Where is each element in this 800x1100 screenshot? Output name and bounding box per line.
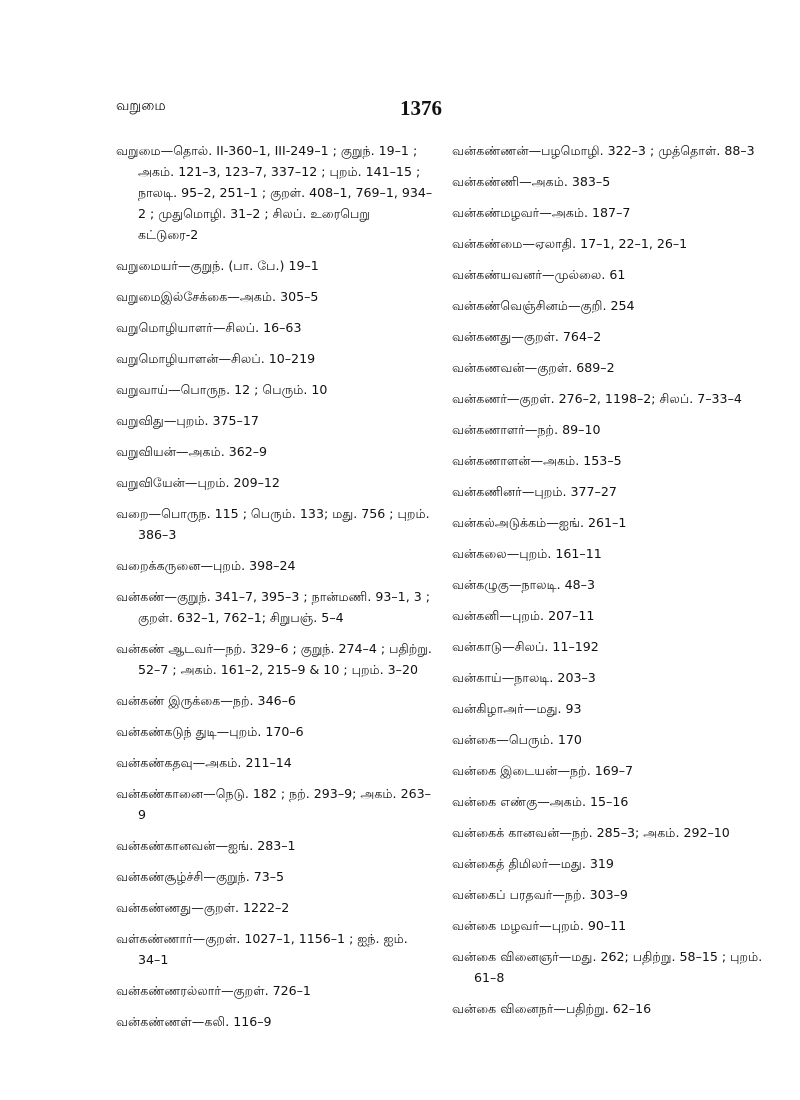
index-entry: வள்கண்ணார்—குறள். 1027–1, 1156–1 ; ஐந். ஐம். 34–1 [116,931,408,967]
index-entry: வன்கண்—குறுந். 341–7, 395–3 ; நான்மணி. 93–1, 3 ; குறள். 632–1, 762–1; சிறுபஞ். 5–4 [116,589,430,625]
running-head: வறுமை [116,98,166,114]
index-entry: வன்கழுகு—நாலடி. 48–3 [452,577,595,592]
index-entry: வன்கணவன்—குறள். 689–2 [452,360,615,375]
index-entry: வன்கண்கடுந் துடி—புறம். 170–6 [116,724,304,739]
index-entry: வன்கை வினைஞர்—மது. 262; பதிற்று. 58–15 ; புறம். 61–8 [452,949,763,985]
index-entry: வறுவிது—புறம். 375–17 [116,413,259,428]
index-entry: வன்கை இடையன்—நற். 169–7 [452,763,634,778]
index-entry: வன்கண்மை—ஏலாதி. 17–1, 22–1, 26–1 [452,236,688,251]
index-entry: வன்கணாளர்—நற். 89–10 [452,422,601,437]
page-number: 1376 [400,96,442,120]
index-entry: வன்கணது—குறள். 764–2 [452,329,602,344]
index-entry: வன்கண்ணரல்லார்—குறள். 726–1 [116,983,311,998]
index-entry: வன்கண்ணது—குறள். 1222–2 [116,900,290,915]
index-entry: வன்கலை—புறம். 161–11 [452,546,602,561]
index-entry: வன்கண்மழவர்—அகம். 187–7 [452,205,631,220]
index-entry: வறுமையர்—குறுந். (பா. பே.) 19–1 [116,258,319,273]
index-entry: வன்காய்—நாலடி. 203–3 [452,670,596,685]
index-entry: வறுவியேன்—புறம். 209–12 [116,475,280,490]
left-column [116,140,434,1042]
index-entry: வன்கண் இருக்கை—நற். 346–6 [116,693,296,708]
index-entry: வன்கிழாஅர்—மது. 93 [452,701,582,716]
index-entry: வன்கண்யவனர்—முல்லை. 61 [452,267,626,282]
index-entry: வன்கண்சூழ்ச்சி—குறுந். 73–5 [116,869,285,884]
index-entry: வன்கனி—புறம். 207–11 [452,608,595,623]
index-entry: வன்காடு—சிலப். 11–192 [452,639,599,654]
index-entry: வன்கண்கானவன்—ஐங். 283–1 [116,838,296,853]
index-entry: வன்கணாளன்—அகம். 153–5 [452,453,622,468]
index-entry: வன்கண்ணள்—கலி. 116–9 [116,1014,272,1029]
index-entry: வறுவாய்—பொருந. 12 ; பெரும். 10 [116,382,328,397]
index-entry: வறை—பொருந. 115 ; பெரும். 133; மது. 756 ; புறம். 386–3 [116,506,430,542]
index-entry: வறுவியன்—அகம். 362–9 [116,444,268,459]
index-entry: வன்கைப் பரதவர்—நற். 303–9 [452,887,628,902]
index-entry: வறுமொழியாளர்—சிலப். 16–63 [116,320,302,335]
index-entry: வன்கை—பெரும். 170 [452,732,582,747]
index-entry: வன்கண்கானை—நெடு. 182 ; நற். 293–9; அகம். 263–9 [116,786,431,822]
index-entry: வன்கை மழவர்—புறம். 90–11 [452,918,627,933]
index-entry: வன்கண்வெஞ்சினம்—குறி. 254 [452,298,635,313]
index-entry: வன்கணினர்—புறம். 377–27 [452,484,617,499]
index-entry: வன்கண்ணி—அகம். 383–5 [452,174,611,189]
index-entry: வறுமொழியாளன்—சிலப். 10–219 [116,351,316,366]
index-entry: வறுமைஇல்சேக்கை—அகம். 305–5 [116,289,319,304]
index-entry: வன்கணர்—குறள். 276–2, 1198–2; சிலப். 7–33–4 [452,391,742,406]
index-entry: வறுமை—தொல். II-360–1, III-249–1 ; குறுந். 19–1 ; அகம். 121–3, 123–7, 337–12 ; புறம். 141–15 ; நாலடி. 95–2, 251–1 ; குறள். 408–1, 769–1, 934–2 ; முதுமொழி. 31–2 ; சிலப். உரைபெறு கட்டுரை-2 [116,143,433,242]
right-column [452,140,774,1029]
index-entry: வன்கை வினைநர்—பதிற்று. 62–16 [452,1001,652,1016]
index-entry: வன்கைத் திமிலர்—மது. 319 [452,856,614,871]
index-entry: வன்கண்கதவு—அகம். 211–14 [116,755,292,770]
index-entry: வன்கண்ணன்—பழமொழி. 322–3 ; முத்தொள். 88–3 [452,143,755,158]
index-entry: வன்கண் ஆடவர்—நற். 329–6 ; குறுந். 274–4 ; பதிற்று. 52–7 ; அகம். 161–2, 215–9 & 10 ; புறம். 3–20 [116,641,432,677]
index-entry: வன்கைக் கானவன்—நற். 285–3; அகம். 292–10 [452,825,730,840]
index-entry: வறைக்கருனை—புறம். 398–24 [116,558,296,573]
index-entry: வன்கல்அடுக்கம்—ஐங். 261–1 [452,515,627,530]
index-entry: வன்கை எண்கு—அகம். 15–16 [452,794,629,809]
